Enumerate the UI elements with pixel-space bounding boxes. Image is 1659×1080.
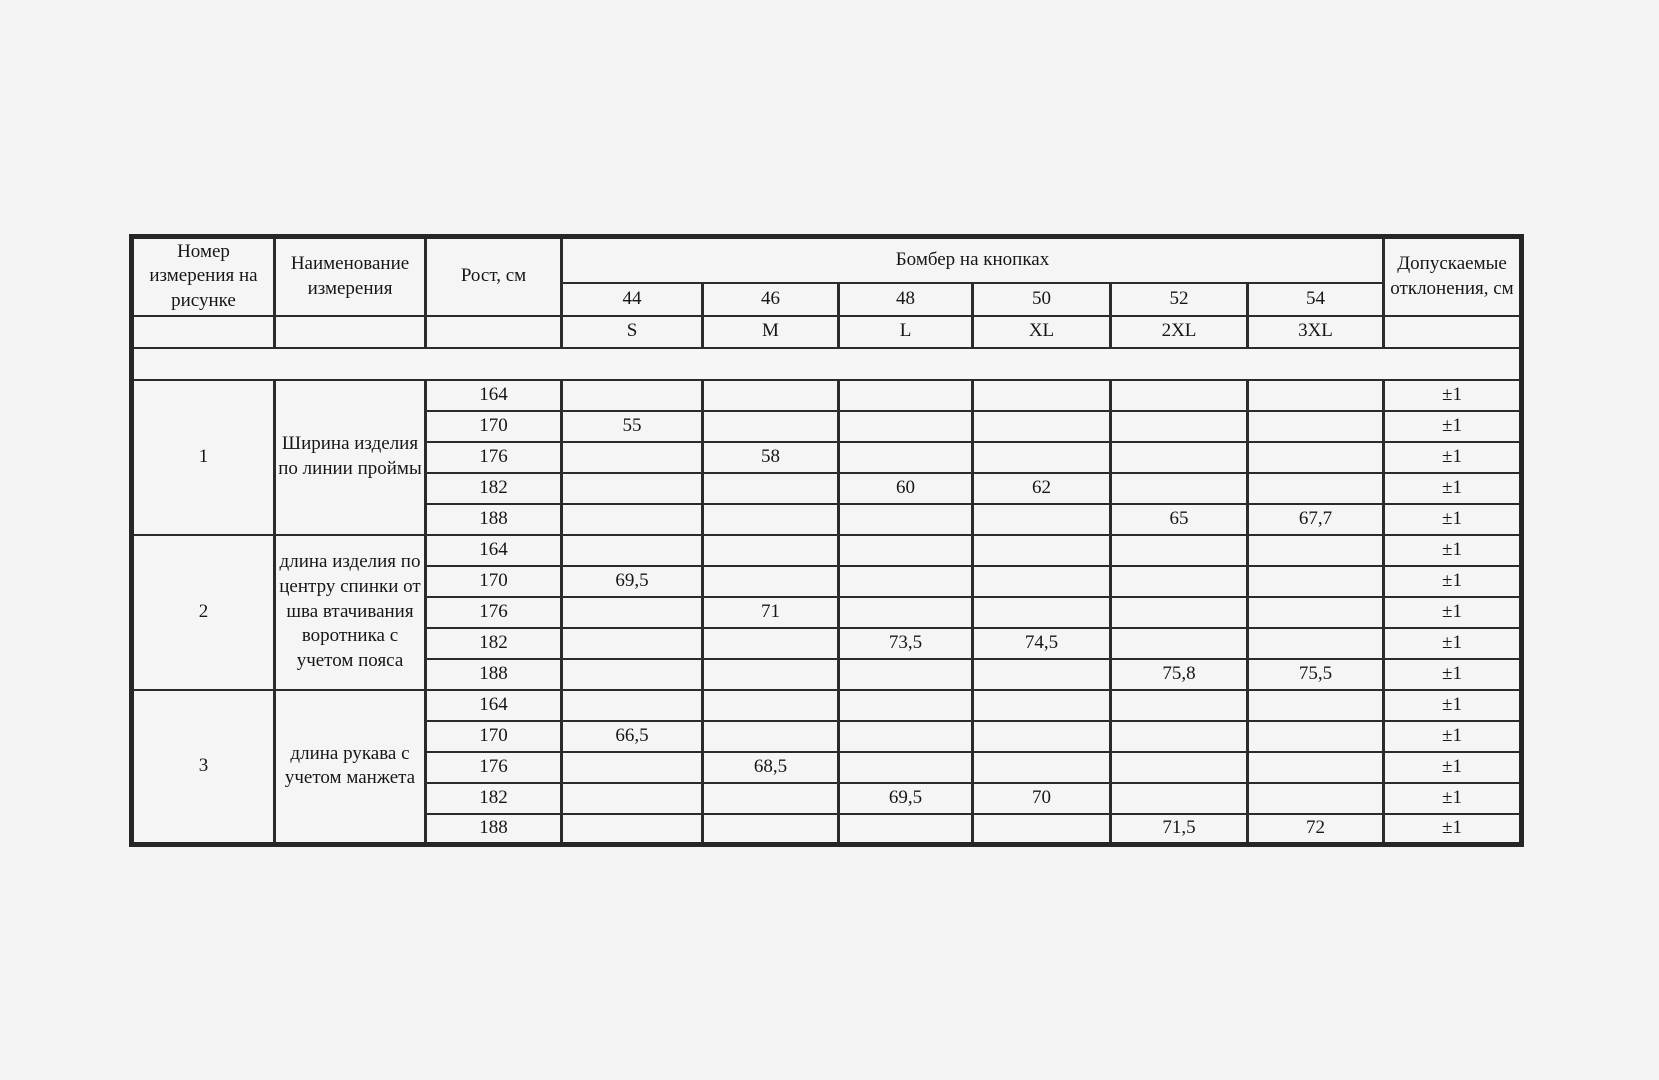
size-value-cell xyxy=(973,659,1111,690)
size-value-cell: 62 xyxy=(973,473,1111,504)
size-value-cell xyxy=(1248,442,1384,473)
size-value-cell xyxy=(562,659,703,690)
size-value-cell: 75,8 xyxy=(1111,659,1248,690)
size-value-cell: 69,5 xyxy=(562,566,703,597)
size-value-cell xyxy=(839,659,973,690)
size-value-cell xyxy=(839,504,973,535)
size-letter-l: L xyxy=(839,316,973,348)
size-letter-m: M xyxy=(703,316,839,348)
size-letter-2xl: 2XL xyxy=(1111,316,1248,348)
tolerance-cell: ±1 xyxy=(1384,442,1522,473)
size-value-cell xyxy=(1248,597,1384,628)
size-value-cell xyxy=(562,535,703,566)
spacer-cell xyxy=(132,348,1522,380)
size-value-cell xyxy=(703,814,839,845)
tolerance-cell: ±1 xyxy=(1384,411,1522,442)
size-number-44: 44 xyxy=(562,283,703,316)
size-value-cell: 75,5 xyxy=(1248,659,1384,690)
size-value-cell xyxy=(1248,721,1384,752)
height-cell: 188 xyxy=(426,814,562,845)
tolerance-cell: ±1 xyxy=(1384,814,1522,845)
table-header xyxy=(132,237,1522,380)
size-value-cell xyxy=(562,473,703,504)
size-value-cell: 71,5 xyxy=(1111,814,1248,845)
size-value-cell xyxy=(703,473,839,504)
size-chart-table xyxy=(129,234,1524,847)
size-value-cell xyxy=(973,411,1111,442)
size-value-cell xyxy=(1248,566,1384,597)
size-value-cell: 73,5 xyxy=(839,628,973,659)
size-value-cell xyxy=(1248,380,1384,411)
size-number-54: 54 xyxy=(1248,283,1384,316)
size-value-cell xyxy=(1248,411,1384,442)
size-value-cell xyxy=(562,380,703,411)
measurement-number-cell: 3 xyxy=(132,690,275,845)
size-value-cell xyxy=(562,690,703,721)
size-value-cell xyxy=(562,752,703,783)
size-value-cell xyxy=(1111,411,1248,442)
size-value-cell xyxy=(562,814,703,845)
measurement-name-cell: длина изделия по центру спинки от шва втачивания воротника с учетом пояса xyxy=(275,535,426,690)
size-value-cell xyxy=(973,690,1111,721)
size-value-cell xyxy=(1111,721,1248,752)
measurement-name-cell: Ширина изделия по линии проймы xyxy=(275,380,426,535)
size-value-cell xyxy=(973,721,1111,752)
tolerance-cell: ±1 xyxy=(1384,473,1522,504)
height-cell: 188 xyxy=(426,659,562,690)
size-value-cell xyxy=(973,814,1111,845)
size-value-cell xyxy=(839,814,973,845)
height-cell: 176 xyxy=(426,442,562,473)
header-measurement-number: Номер измерения на рисунке xyxy=(132,237,275,316)
size-value-cell xyxy=(703,566,839,597)
tolerance-cell: ±1 xyxy=(1384,659,1522,690)
size-value-cell: 60 xyxy=(839,473,973,504)
size-value-cell xyxy=(839,411,973,442)
size-number-48: 48 xyxy=(839,283,973,316)
size-value-cell xyxy=(703,380,839,411)
header-tolerance: Допускаемые отклонения, см xyxy=(1384,237,1522,316)
size-value-cell xyxy=(973,504,1111,535)
height-cell: 176 xyxy=(426,752,562,783)
size-value-cell xyxy=(839,721,973,752)
tolerance-cell: ±1 xyxy=(1384,535,1522,566)
size-letter-3xl: 3XL xyxy=(1248,316,1384,348)
size-value-cell xyxy=(1111,442,1248,473)
height-cell: 170 xyxy=(426,566,562,597)
size-value-cell xyxy=(562,783,703,814)
size-value-cell xyxy=(1248,783,1384,814)
size-value-cell xyxy=(973,566,1111,597)
size-value-cell xyxy=(1111,597,1248,628)
size-value-cell xyxy=(562,628,703,659)
size-value-cell xyxy=(1248,690,1384,721)
size-value-cell xyxy=(703,535,839,566)
height-cell: 164 xyxy=(426,380,562,411)
size-value-cell xyxy=(703,628,839,659)
height-cell: 182 xyxy=(426,473,562,504)
size-value-cell: 58 xyxy=(703,442,839,473)
size-value-cell xyxy=(973,752,1111,783)
tolerance-cell: ±1 xyxy=(1384,597,1522,628)
size-value-cell xyxy=(1111,752,1248,783)
size-value-cell xyxy=(1111,783,1248,814)
tolerance-cell: ±1 xyxy=(1384,752,1522,783)
size-number-50: 50 xyxy=(973,283,1111,316)
size-value-cell xyxy=(703,659,839,690)
tolerance-cell: ±1 xyxy=(1384,380,1522,411)
size-value-cell: 74,5 xyxy=(973,628,1111,659)
size-value-cell: 67,7 xyxy=(1248,504,1384,535)
size-table-body xyxy=(132,380,1522,845)
tolerance-cell: ±1 xyxy=(1384,690,1522,721)
size-value-cell xyxy=(839,535,973,566)
size-letter-xl: XL xyxy=(973,316,1111,348)
height-cell: 170 xyxy=(426,411,562,442)
size-value-cell xyxy=(703,690,839,721)
size-value-cell xyxy=(1111,690,1248,721)
measurement-row xyxy=(132,535,1522,566)
product-title: Бомбер на кнопках xyxy=(562,237,1384,283)
height-cell: 188 xyxy=(426,504,562,535)
size-value-cell xyxy=(839,690,973,721)
header-row-size-letters xyxy=(132,316,1522,348)
size-value-cell: 72 xyxy=(1248,814,1384,845)
size-value-cell xyxy=(839,597,973,628)
size-value-cell: 71 xyxy=(703,597,839,628)
size-value-cell xyxy=(1111,473,1248,504)
size-value-cell xyxy=(703,504,839,535)
size-value-cell xyxy=(562,504,703,535)
size-value-cell xyxy=(1111,380,1248,411)
tolerance-cell: ±1 xyxy=(1384,721,1522,752)
size-value-cell: 69,5 xyxy=(839,783,973,814)
size-value-cell xyxy=(703,411,839,442)
height-cell: 164 xyxy=(426,690,562,721)
size-number-46: 46 xyxy=(703,283,839,316)
size-letter-s: S xyxy=(562,316,703,348)
size-value-cell xyxy=(562,442,703,473)
size-value-cell xyxy=(1248,752,1384,783)
header-row-title xyxy=(132,237,1522,283)
measurement-number-cell: 1 xyxy=(132,380,275,535)
header-measurement-name: Наименование измерения xyxy=(275,237,426,316)
size-value-cell xyxy=(703,721,839,752)
height-cell: 170 xyxy=(426,721,562,752)
size-value-cell xyxy=(1111,535,1248,566)
tolerance-cell: ±1 xyxy=(1384,566,1522,597)
measurement-number-cell: 2 xyxy=(132,535,275,690)
empty-cell xyxy=(426,316,562,348)
size-value-cell xyxy=(973,380,1111,411)
size-value-cell xyxy=(1248,628,1384,659)
empty-cell xyxy=(275,316,426,348)
tolerance-cell: ±1 xyxy=(1384,504,1522,535)
empty-cell xyxy=(1384,316,1522,348)
size-value-cell xyxy=(1248,473,1384,504)
height-cell: 164 xyxy=(426,535,562,566)
size-value-cell: 66,5 xyxy=(562,721,703,752)
empty-cell xyxy=(132,316,275,348)
size-value-cell: 55 xyxy=(562,411,703,442)
header-height: Рост, см xyxy=(426,237,562,316)
measurement-name-cell: длина рукава с учетом манжета xyxy=(275,690,426,845)
size-value-cell xyxy=(1111,628,1248,659)
size-value-cell xyxy=(973,535,1111,566)
size-value-cell: 70 xyxy=(973,783,1111,814)
size-value-cell: 65 xyxy=(1111,504,1248,535)
tolerance-cell: ±1 xyxy=(1384,783,1522,814)
measurement-row xyxy=(132,380,1522,411)
size-value-cell xyxy=(839,752,973,783)
tolerance-cell: ±1 xyxy=(1384,628,1522,659)
size-value-cell xyxy=(973,442,1111,473)
size-value-cell xyxy=(973,597,1111,628)
size-value-cell xyxy=(839,566,973,597)
size-value-cell xyxy=(839,380,973,411)
measurement-row xyxy=(132,690,1522,721)
spacer-row xyxy=(132,348,1522,380)
size-value-cell xyxy=(1248,535,1384,566)
size-value-cell: 68,5 xyxy=(703,752,839,783)
size-value-cell xyxy=(1111,566,1248,597)
size-value-cell xyxy=(703,783,839,814)
height-cell: 182 xyxy=(426,628,562,659)
height-cell: 182 xyxy=(426,783,562,814)
height-cell: 176 xyxy=(426,597,562,628)
size-number-52: 52 xyxy=(1111,283,1248,316)
size-value-cell xyxy=(839,442,973,473)
size-value-cell xyxy=(562,597,703,628)
